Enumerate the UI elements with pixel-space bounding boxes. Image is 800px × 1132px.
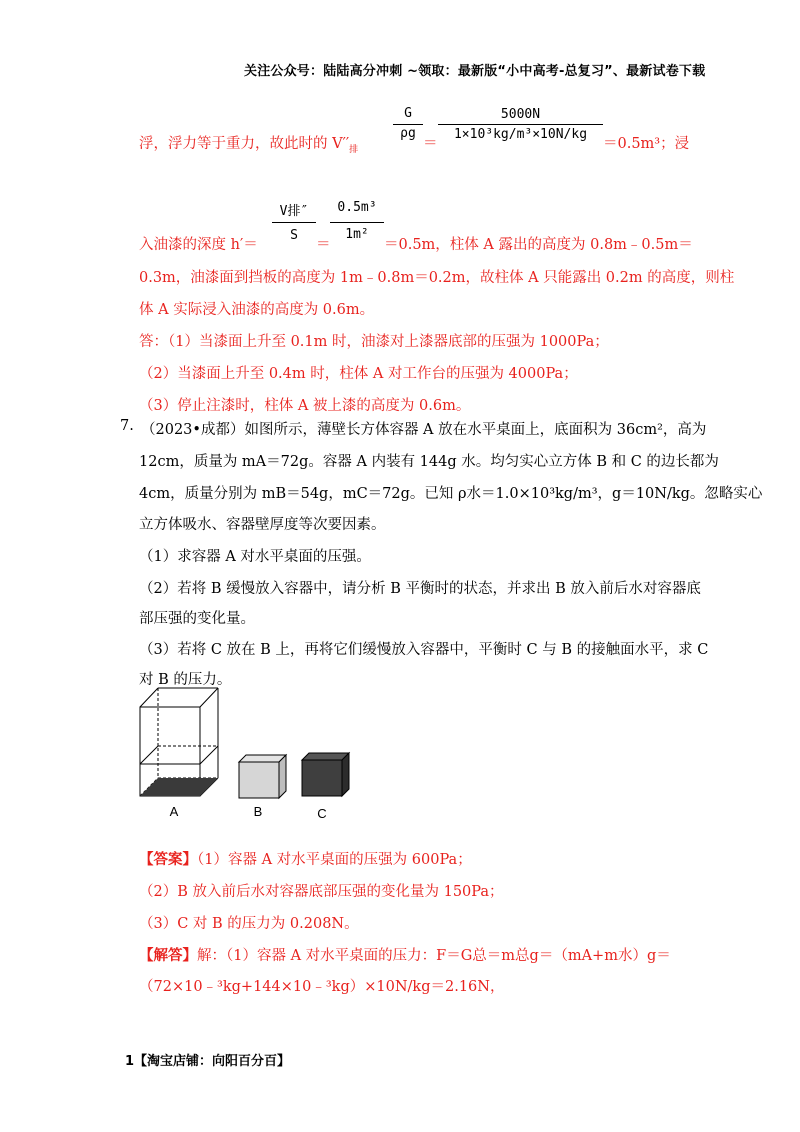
problem-line-4: 立方体吸水、容器壁厚度等次要因素。 [139, 517, 386, 533]
problem-line-1: （2023•成都）如图所示，薄壁长方体容器 A 放在水平桌面上，底面积为 36cm²，高为 [141, 422, 707, 438]
problem-line-2: 12cm，质量为 mA＝72g。容器 A 内装有 144g 水。均匀实心立方体 B 和 C 的边长都为 [139, 454, 719, 470]
solution-tag: 【解答】 [139, 947, 197, 964]
red-line-3: 答：（1）当漆面上升至 0.1m 时，油漆对上漆器底部的压强为 1000Pa； [139, 334, 609, 350]
problem-line-9: 对 B 的压力。 [139, 672, 232, 688]
answer-line-2: （2）B 放入前后水对容器底部压强的变化量为 150Pa； [139, 884, 504, 900]
problem-figure [130, 682, 370, 832]
formula1-big-bar [438, 124, 603, 125]
red-line-5: （3）停止注漆时，柱体 A 被上漆的高度为 0.6m。 [139, 398, 471, 414]
formula1-prefix: 浮，浮力等于重力，故此时的 $V''_排$ [139, 136, 359, 155]
problem-number: 7. [120, 418, 134, 434]
red-line-4: （2）当漆面上升至 0.4m 时，柱体 A 对工作台的压强为 4000Pa； [139, 366, 578, 382]
formula1-equals: ＝ [423, 136, 438, 152]
page-footer: 1【淘宝店铺：向阳百分百】 [125, 1054, 291, 1069]
answer-line-3: （3）C 对 B 的压力为 0.208N。 [139, 916, 359, 932]
solution-line-2: （72×10﹣³kg+144×10﹣³kg）×10N/kg＝2.16N， [139, 979, 505, 995]
figure-label-c: C [317, 806, 327, 821]
container-a [140, 688, 218, 796]
answer-tag: 【答案】 [139, 851, 197, 868]
formula1-big-numerator: 5000N [500, 107, 541, 122]
formula2-prefix: 入油漆的深度 h′＝ [139, 237, 258, 253]
formula2-small-numerator: V排″ [279, 204, 309, 219]
problem-line-5: （1）求容器 A 对水平桌面的压强。 [139, 549, 371, 565]
figure-label-b: B [253, 804, 263, 819]
formula2-big-denominator: 1m² [345, 227, 369, 242]
formula1-small-numerator: G [404, 106, 412, 121]
answer-line-1: 【答案】（1）容器 A 对水平桌面的压强为 600Pa； [139, 851, 472, 868]
cube-b [239, 755, 286, 798]
page-header: 关注公众号：陆陆高分冲刺 ~领取：最新版“小中高考-总复习”、最新试卷下载 [244, 64, 706, 79]
formula2-suffix: ＝0.5m，柱体 A 露出的高度为 0.8m﹣0.5m＝ [384, 237, 693, 253]
figure-label-a: A [169, 804, 179, 819]
formula2-big-numerator: 0.5m³ [337, 200, 377, 215]
problem-line-6: （2）若将 B 缓慢放入容器中，请分析 B 平衡时的状态，并求出 B 放入前后水对容器底 [139, 581, 701, 597]
formula1-small-denominator: ρg [400, 126, 416, 141]
solution-line-1: 【解答】解：（1）容器 A 对水平桌面的压力：F＝G总＝m总g＝（mA+m水）g＝ [139, 947, 671, 964]
formula1-suffix: ＝0.5m³；浸 [603, 136, 690, 152]
red-line-2: 体 A 实际浸入油漆的高度为 0.6m。 [139, 302, 375, 318]
problem-line-8: （3）若将 C 放在 B 上，再将它们缓慢放入容器中，平衡时 C 与 B 的接触面水平，求 C [139, 642, 709, 658]
formula1-big-denominator: 1×10³kg/m³×10N/kg [453, 127, 588, 142]
problem-line-7: 部压强的变化量。 [139, 611, 255, 627]
formula2-small-bar [272, 222, 316, 223]
formula1-small-bar [393, 124, 423, 125]
formula2-big-bar [330, 222, 384, 223]
formula2-mid-equals: ＝ [316, 237, 331, 253]
red-line-1: 0.3m，油漆面到挡板的高度为 1m﹣0.8m＝0.2m，故柱体 A 只能露出 0.2m 的高度，则柱 [139, 270, 735, 286]
problem-line-3: 4cm，质量分别为 mB＝54g，mC＝72g。已知 ρ水＝1.0×10³kg/m³，g＝10N/kg。忽略实心 [139, 486, 763, 502]
formula2-small-denominator: S [290, 228, 298, 243]
cube-c [302, 753, 349, 796]
